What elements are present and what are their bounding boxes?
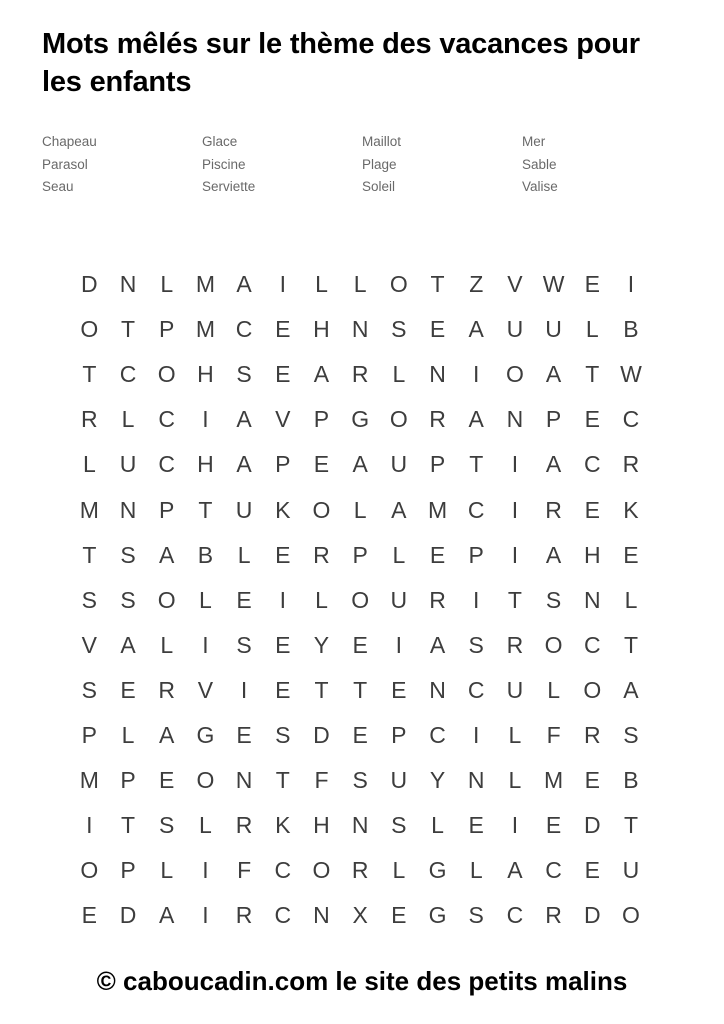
page-title: Mots mêlés sur le thème des vacances pour les enfants	[42, 28, 640, 98]
grid-cell: U	[390, 767, 408, 794]
grid-cell: I	[511, 541, 519, 568]
grid-cell: I	[202, 857, 209, 884]
grid-cell: B	[197, 541, 214, 568]
grid-cell: L	[315, 271, 328, 298]
grid-cell: H	[313, 316, 330, 343]
word-list-column	[202, 131, 362, 199]
grid-cell: S	[391, 812, 407, 839]
grid-cell: I	[86, 812, 93, 839]
grid-cell: E	[275, 316, 291, 343]
grid-cell: P	[391, 721, 407, 748]
grid-cell: L	[315, 586, 328, 613]
grid-cell: T	[198, 496, 213, 523]
word-list-item: Maillot	[362, 134, 402, 149]
grid-cell: N	[119, 496, 137, 523]
grid-cell: A	[545, 361, 562, 388]
grid-cell: L	[199, 586, 212, 613]
grid-cell: A	[468, 316, 484, 343]
grid-cell: A	[545, 451, 562, 478]
grid-cell: E	[275, 361, 291, 388]
grid-cell: P	[352, 541, 368, 568]
grid-cell: G	[351, 406, 370, 433]
grid-cell: E	[236, 721, 252, 748]
grid-cell: R	[583, 721, 601, 748]
grid-cell: S	[275, 721, 291, 748]
grid-cell: L	[392, 541, 406, 568]
grid-cell: T	[585, 361, 600, 388]
grid-cell: I	[279, 271, 286, 298]
grid-cell: R	[351, 361, 369, 388]
grid-cell: H	[583, 541, 601, 568]
grid-cell: U	[545, 316, 562, 343]
grid-cell: R	[545, 902, 562, 929]
grid-cell: E	[391, 676, 407, 703]
grid-cell: R	[351, 857, 369, 884]
grid-cell: G	[196, 721, 215, 748]
grid-cell: T	[623, 631, 638, 658]
grid-cell: T	[82, 361, 97, 388]
grid-cell: D	[583, 812, 601, 839]
grid-cell: U	[622, 857, 640, 884]
grid-cell: A	[391, 496, 407, 523]
grid-cell: R	[622, 451, 640, 478]
grid-cell: L	[353, 271, 367, 298]
grid-cell: T	[507, 586, 522, 613]
grid-cell: O	[157, 361, 176, 388]
grid-cell: L	[585, 316, 599, 343]
grid-cell: W	[542, 271, 565, 298]
grid-cell: C	[467, 676, 485, 703]
grid-cell: C	[235, 316, 253, 343]
grid-cell: T	[469, 451, 484, 478]
grid-cell: T	[121, 316, 136, 343]
grid-cell: F	[314, 767, 329, 794]
grid-cell: L	[547, 676, 560, 703]
grid-cell: S	[236, 631, 252, 658]
grid-cell: B	[623, 767, 639, 794]
grid-cell: Y	[313, 631, 330, 658]
grid-cell: A	[429, 631, 446, 658]
grid-cell: K	[275, 496, 291, 523]
grid-cell: D	[313, 721, 330, 748]
grid-cell: P	[429, 451, 446, 478]
grid-cell: E	[584, 496, 600, 523]
grid-cell: N	[351, 812, 369, 839]
word-list-item: Chapeau	[42, 134, 97, 149]
grid-cell: L	[160, 631, 174, 658]
grid-cell: O	[80, 316, 99, 343]
grid-cell: S	[120, 541, 136, 568]
grid-cell: N	[351, 316, 369, 343]
grid-cell: T	[314, 676, 329, 703]
grid-cell: N	[235, 767, 253, 794]
grid-cell: N	[119, 271, 137, 298]
grid-cell: C	[119, 361, 137, 388]
grid-cell: E	[313, 451, 330, 478]
word-search-grid	[70, 262, 650, 938]
grid-cell: Y	[429, 767, 446, 794]
grid-cell: L	[469, 857, 483, 884]
grid-cell: T	[353, 676, 368, 703]
grid-cell: E	[584, 857, 600, 884]
grid-cell: E	[275, 541, 291, 568]
grid-cell: T	[430, 271, 445, 298]
word-list-item: Sable	[522, 156, 557, 172]
grid-cell: R	[235, 902, 253, 929]
grid-cell: E	[352, 631, 368, 658]
grid-cell: L	[508, 767, 522, 794]
grid-cell: S	[81, 586, 98, 613]
grid-cell: E	[584, 767, 600, 794]
word-list-item: Valise	[522, 179, 558, 194]
grid-cell: P	[120, 857, 136, 884]
grid-cell: W	[620, 361, 642, 388]
grid-cell: H	[313, 812, 330, 839]
grid-cell: L	[160, 857, 174, 884]
grid-cell: A	[468, 406, 484, 433]
grid-cell: L	[160, 271, 174, 298]
grid-cell: S	[391, 316, 407, 343]
grid-cell: I	[202, 631, 209, 658]
grid-cell: R	[235, 812, 253, 839]
grid-cell: L	[82, 451, 96, 478]
grid-cell: L	[199, 812, 212, 839]
grid-cell: E	[545, 812, 562, 839]
grid-cell: L	[353, 496, 367, 523]
grid-cell: A	[159, 902, 175, 929]
grid-cell: A	[120, 631, 136, 658]
grid-cell: V	[275, 406, 291, 433]
grid-cell: P	[313, 406, 330, 433]
grid-cell: K	[275, 812, 291, 839]
grid-cell: C	[583, 631, 601, 658]
grid-cell: E	[275, 631, 291, 658]
grid-cell: M	[427, 496, 448, 523]
grid-cell: D	[81, 271, 98, 298]
grid-cell: P	[545, 406, 562, 433]
grid-cell: C	[506, 902, 524, 929]
grid-cell: U	[235, 496, 253, 523]
grid-cell: H	[197, 451, 214, 478]
grid-cell: E	[429, 316, 446, 343]
grid-cell: U	[390, 586, 408, 613]
grid-cell: O	[351, 586, 370, 613]
grid-cell: S	[352, 767, 368, 794]
grid-cell: I	[202, 902, 209, 929]
grid-cell: R	[506, 631, 524, 658]
grid-cell: O	[389, 406, 408, 433]
grid-cell: V	[197, 676, 214, 703]
grid-cell: O	[505, 361, 524, 388]
grid-cell: C	[583, 451, 601, 478]
grid-cell: L	[237, 541, 251, 568]
grid-cell: Z	[469, 271, 484, 298]
grid-cell: E	[623, 541, 639, 568]
grid-cell: X	[352, 902, 368, 929]
grid-cell: G	[428, 857, 447, 884]
grid-cell: N	[313, 902, 330, 929]
grid-cell: I	[395, 631, 403, 658]
grid-cell: O	[80, 857, 99, 884]
grid-cell: R	[158, 676, 176, 703]
grid-cell: D	[119, 902, 137, 929]
grid-cell: P	[159, 496, 175, 523]
grid-cell: E	[275, 676, 291, 703]
grid-cell: A	[507, 857, 523, 884]
grid-cell: S	[623, 721, 639, 748]
grid-cell: A	[352, 451, 368, 478]
grid-cell: L	[392, 361, 406, 388]
grid-cell: A	[313, 361, 330, 388]
grid-cell: G	[428, 902, 447, 929]
grid-cell: R	[313, 541, 330, 568]
grid-cell: U	[506, 676, 524, 703]
grid-cell: E	[81, 902, 98, 929]
grid-cell: R	[429, 406, 446, 433]
grid-cell: F	[237, 857, 252, 884]
grid-cell: O	[583, 676, 602, 703]
grid-cell: N	[429, 361, 446, 388]
grid-cell: P	[120, 767, 136, 794]
grid-cell: I	[473, 586, 480, 613]
word-list	[42, 131, 682, 199]
word-list-item: Piscine	[202, 156, 246, 172]
grid-cell: E	[352, 721, 368, 748]
grid-cell: I	[473, 721, 480, 748]
word-list-column	[522, 131, 682, 199]
grid-cell: C	[274, 902, 292, 929]
grid-cell: I	[202, 406, 209, 433]
grid-cell: V	[81, 631, 98, 658]
grid-cell: E	[159, 767, 175, 794]
grid-cell: O	[622, 902, 640, 929]
grid-cell: C	[429, 721, 446, 748]
grid-cell: O	[312, 496, 331, 523]
grid-cell: K	[623, 496, 639, 523]
grid-cell: E	[468, 812, 484, 839]
grid-cell: I	[511, 812, 519, 839]
grid-cell: A	[545, 541, 562, 568]
grid-cell: T	[82, 541, 97, 568]
grid-cell: L	[508, 721, 522, 748]
grid-cell: A	[236, 451, 252, 478]
grid-cell: C	[158, 406, 176, 433]
grid-cell: F	[546, 721, 561, 748]
grid-cell: D	[583, 902, 601, 929]
grid-cell: R	[545, 496, 562, 523]
grid-cell: A	[623, 676, 639, 703]
grid-cell: U	[506, 316, 524, 343]
word-list-item: Mer	[522, 134, 546, 149]
grid-cell: L	[624, 586, 638, 613]
grid-cell: E	[584, 271, 600, 298]
grid-cell: I	[473, 361, 480, 388]
grid-cell: U	[390, 451, 408, 478]
grid-cell: S	[468, 902, 484, 929]
grid-cell: H	[197, 361, 214, 388]
word-list-column	[42, 131, 202, 199]
word-list-item: Serviette	[202, 179, 256, 194]
grid-cell: M	[79, 496, 99, 523]
grid-cell: L	[392, 857, 406, 884]
grid-cell: T	[275, 767, 290, 794]
grid-cell: R	[81, 406, 98, 433]
grid-cell: T	[121, 812, 136, 839]
grid-cell: O	[312, 857, 331, 884]
grid-cell: I	[240, 676, 248, 703]
grid-cell: L	[121, 406, 135, 433]
grid-cell: P	[275, 451, 291, 478]
grid-cell: O	[389, 271, 408, 298]
grid-cell: E	[429, 541, 446, 568]
word-list-item: Seau	[42, 179, 74, 194]
grid-cell: O	[196, 767, 215, 794]
grid-cell: I	[511, 451, 519, 478]
grid-cell: M	[195, 316, 215, 343]
grid-cell: U	[119, 451, 137, 478]
grid-cell: N	[429, 676, 446, 703]
grid-cell: V	[507, 271, 523, 298]
grid-cell: N	[583, 586, 601, 613]
grid-cell: M	[79, 767, 99, 794]
grid-cell: I	[511, 496, 519, 523]
word-list-item: Glace	[202, 134, 238, 149]
grid-cell: C	[545, 857, 562, 884]
grid-cell: C	[622, 406, 640, 433]
grid-cell: C	[467, 496, 485, 523]
footer-credit: © caboucadin.com le site des petits malins	[96, 966, 628, 996]
grid-cell: I	[279, 586, 286, 613]
grid-cell: P	[468, 541, 484, 568]
grid-cell: E	[120, 676, 136, 703]
grid-cell: S	[236, 361, 252, 388]
word-list-item: Plage	[362, 156, 397, 172]
grid-cell: M	[195, 271, 215, 298]
grid-cell: P	[159, 316, 175, 343]
grid-cell: O	[157, 586, 176, 613]
word-list-item: Parasol	[42, 156, 88, 172]
grid-cell: A	[159, 721, 175, 748]
grid-cell: L	[431, 812, 444, 839]
grid-cell: E	[391, 902, 407, 929]
grid-cell: E	[236, 586, 252, 613]
grid-cell: S	[545, 586, 562, 613]
grid-cell: S	[468, 631, 484, 658]
grid-cell: L	[121, 721, 135, 748]
grid-cell: O	[544, 631, 563, 658]
grid-cell: S	[120, 586, 136, 613]
grid-cell: C	[158, 451, 176, 478]
word-list-column	[362, 131, 522, 199]
grid-cell: I	[627, 271, 635, 298]
grid-cell: A	[236, 271, 252, 298]
grid-cell: S	[81, 676, 98, 703]
grid-cell: N	[467, 767, 485, 794]
grid-cell: P	[81, 721, 98, 748]
grid-cell: C	[274, 857, 292, 884]
grid-cell: R	[429, 586, 446, 613]
grid-cell: S	[159, 812, 175, 839]
grid-cell: A	[159, 541, 175, 568]
grid-cell: A	[236, 406, 252, 433]
grid-cell: N	[506, 406, 524, 433]
grid-cell: B	[623, 316, 639, 343]
grid-cell: M	[544, 767, 564, 794]
grid-cell: E	[584, 406, 600, 433]
word-list-item: Soleil	[362, 179, 396, 194]
grid-cell: T	[623, 812, 638, 839]
